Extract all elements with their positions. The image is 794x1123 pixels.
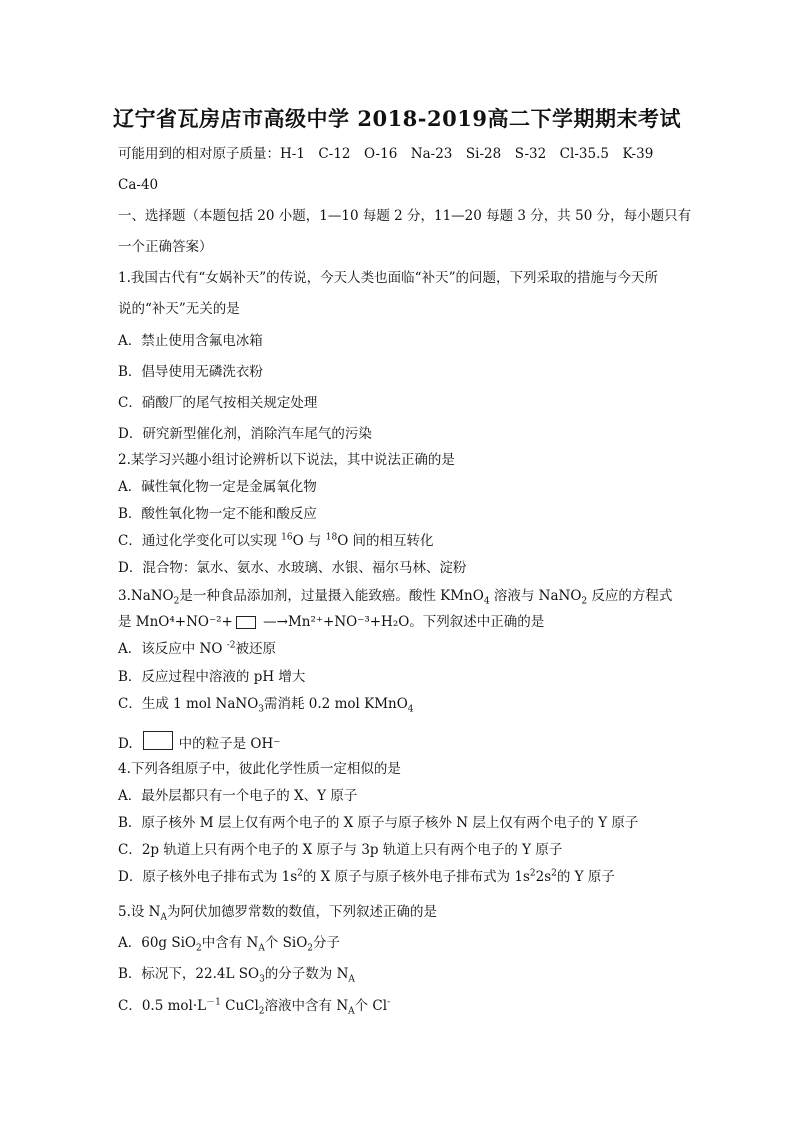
text: A．该反应中 NO [118,641,227,657]
exam-title: 辽宁省瓦房店市高级中学 2018-2019高二下学期期末考试 [113,106,681,131]
text: 2s [535,869,552,885]
subscript: 2 [173,596,180,607]
subscript: 2 [196,943,202,954]
superscript: 18 [325,532,338,543]
question-5-option-a [118,934,340,952]
subscript: 4 [407,704,414,715]
text: 溶液中含有 N [264,998,349,1014]
atomic-masses-line: 可能用到的相对原子质量：H-1 C-12 O-16 Na-23 Si-28 S-32 Cl-35.5 K-39 [118,146,654,162]
text: CuCl [220,998,259,1014]
text: 是 MnO⁴+NO⁻²+ [118,614,233,630]
question-3-option-b: B．反应过程中溶液的 pH 增大 [118,669,306,685]
question-3-option-c [118,695,414,713]
question-3-equation [118,613,544,631]
question-2-option-b: B．酸性氧化物一定不能和酸反应 [118,506,317,522]
text: 的分子数为 N [264,966,349,982]
text: 被还原 [235,641,276,657]
text: O 间的相互转化 [337,533,434,549]
subscript: A [160,912,167,923]
subscript: 2 [258,1006,265,1017]
text: 分子 [313,935,341,951]
text: 5.设 N [118,904,161,920]
text: A．60g SiO [118,935,196,951]
superscript: 2 [529,868,536,879]
subscript: 2 [581,596,588,607]
text: 个 Cl [354,998,388,1014]
text: D．原子核外电子排布式为 1s [118,869,298,885]
question-2-option-a: A．碱性氧化物一定是金属氧化物 [118,479,317,495]
text: D. [118,736,133,752]
superscript: -2 [226,640,236,651]
blank-box [143,731,173,750]
text: 为阿伏加德罗常数的数值，下列叙述正确的是 [166,904,437,920]
question-3-option-d [118,731,280,753]
question-4-option-c: C．2p 轨道上只有两个电子的 X 原子与 3p 轨道上只有两个电子的 Y 原子 [118,842,563,858]
text: 的 Y 原子 [556,869,615,885]
text: 3.NaNO [118,588,174,604]
question-4-option-d [118,868,615,886]
subscript: 4 [483,596,490,607]
section-heading: 一、选择题（本题包括 20 小题，1—10 每题 2 分，11—20 每题 3 分，共 50 分，每小题只有 [118,208,692,224]
text: —→Mn²⁺+NO⁻³+H₂O。下列叙述中正确的是 [258,614,545,630]
subscript: A [258,943,265,954]
text: C．通过化学变化可以实现 [118,533,282,549]
text: 是一种食品添加剂，过量摄入能致癌。酸性 KMnO [179,588,484,604]
subscript: 3 [258,704,265,715]
question-1-stem: 1.我国古代有“女娲补天”的传说，今天人类也面临“补天”的问题，下列采取的措施与今天所 [118,270,658,286]
question-4-option-b: B．原子核外 M 层上仅有两个电子的 X 原子与原子核外 N 层上仅有两个电子的 Y 原子 [118,815,639,831]
subscript: A [348,974,355,985]
subscript: 2 [307,943,314,954]
question-2-stem: 2.某学习兴趣小组讨论辨析以下说法，其中说法正确的是 [118,452,455,468]
question-2-option-c [118,532,434,550]
question-1-stem-cont: 说的“补天”无关的是 [118,301,240,317]
question-2-option-d: D．混合物：氯水、氨水、水玻璃、水银、福尔马林、淀粉 [118,560,467,576]
subscript: A [348,1006,355,1017]
question-5-stem [118,903,437,921]
text: C．0.5 mol·L [118,998,207,1014]
question-1-option-a: A．禁止使用含氟电冰箱 [118,333,263,349]
text: 中的粒子是 OH⁻ [178,736,281,752]
superscript: - [387,997,391,1008]
superscript: 2 [551,868,557,879]
text: 需消耗 0.2 mol KMnO [264,696,408,712]
question-4-stem: 4.下列各组原子中，彼此化学性质一定相似的是 [118,761,401,777]
question-5-option-c [118,997,390,1015]
subscript: 3 [259,974,265,985]
text: 中含有 N [201,935,259,951]
blank-box [236,616,256,629]
question-4-option-a: A．最外层都只有一个电子的 X、Y 原子 [118,788,358,804]
text: 反应的方程式 [587,588,673,604]
text: 溶液与 NaNO [489,588,582,604]
text: 的 X 原子与原子核外电子排布式为 1s [302,869,530,885]
superscript: －1 [206,997,221,1008]
text: 个 SiO [264,935,308,951]
superscript: 16 [281,532,293,543]
question-5-option-b [118,965,355,983]
question-1-option-c: C．硝酸厂的尾气按相关规定处理 [118,395,318,411]
text: O 与 [292,533,326,549]
question-3-stem [118,587,672,605]
question-1-option-d: D．研究新型催化剂，消除汽车尾气的污染 [118,426,372,442]
section-heading-cont: 一个正确答案） [118,239,213,255]
atomic-masses-line-cont: Ca-40 [118,177,159,193]
text: C．生成 1 mol NaNO [118,696,259,712]
superscript: 2 [297,868,303,879]
question-1-option-b: B．倡导使用无磷洗衣粉 [118,364,263,380]
text: B．标况下，22.4L SO [118,966,260,982]
question-3-option-a [118,640,276,658]
